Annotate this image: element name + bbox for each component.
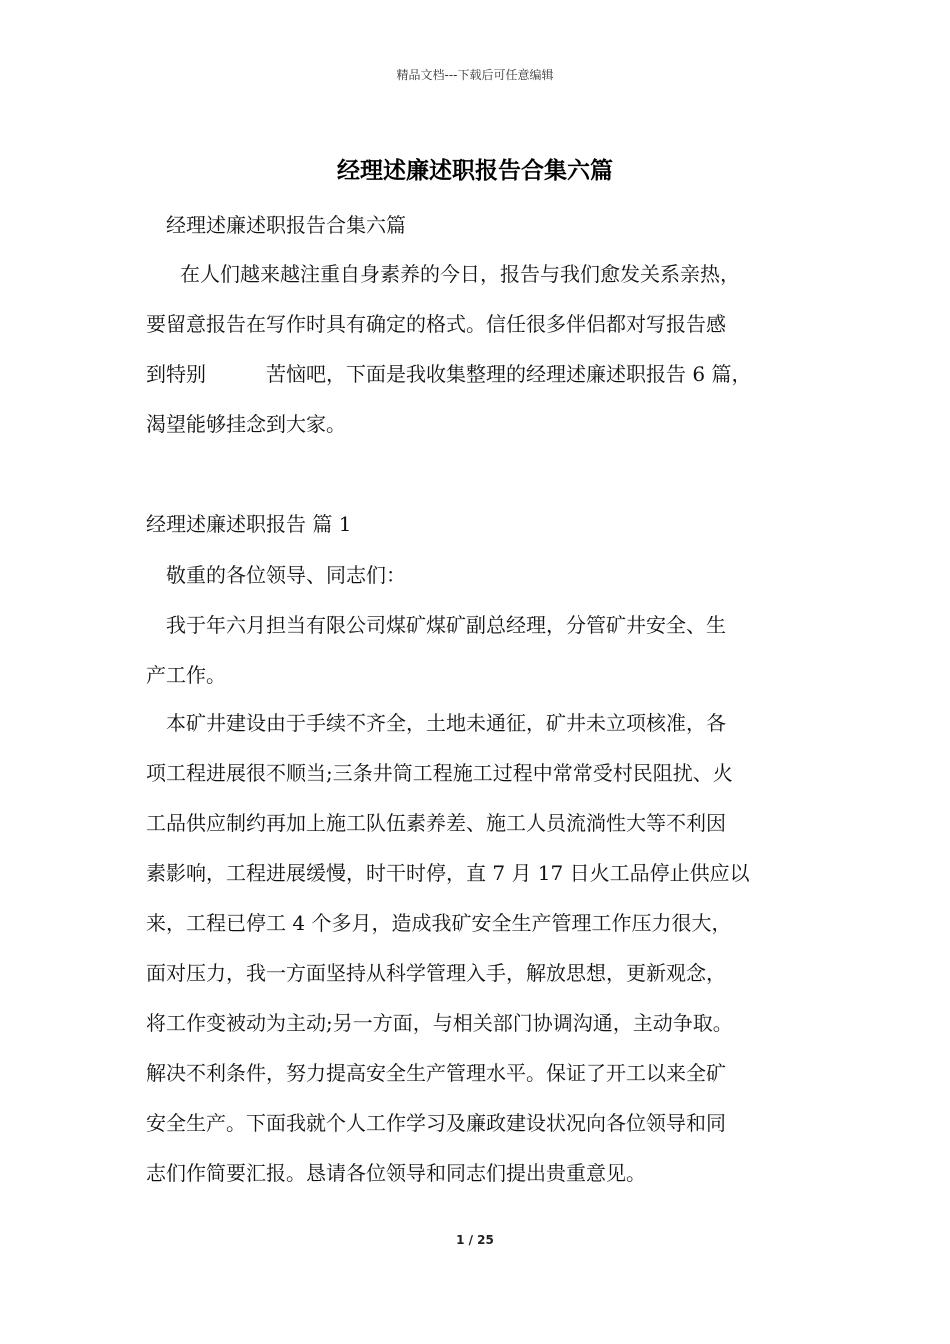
paragraph-line: 将工作变被动为主动;另一方面，与相关部门协调沟通，主动争取。 xyxy=(146,1011,733,1035)
paragraph-line: 素影响，工程进展缓慢，时干时停，直 7 月 17 日火工品停止供应以 xyxy=(146,861,750,885)
paragraph-line: 安全生产。下面我就个人工作学习及廉政建设状况向各位领导和同 xyxy=(146,1111,726,1135)
paragraph-line: 要留意报告在写作时具有确定的格式。信任很多伴侣都对写报告感 xyxy=(146,312,726,336)
paragraph-line: 解决不利条件，努力提高安全生产管理水平。保证了开工以来全矿 xyxy=(146,1061,726,1085)
page-header-note: 精品文档---下载后可任意编辑 xyxy=(396,68,554,82)
paragraph-line: 我于年六月担当有限公司煤矿煤矿副总经理，分管矿井安全、生 xyxy=(166,613,726,637)
paragraph-line: 来，工程已停工 4 个多月，造成我矿安全生产管理工作压力很大， xyxy=(146,911,732,935)
document-title: 经理述廉述职报告合集六篇 xyxy=(337,158,613,184)
subtitle-line: 经理述廉述职报告合集六篇 xyxy=(166,213,406,237)
paragraph-line: 工品供应制约再加上施工队伍素养差、施工人员流淌性大等不利因 xyxy=(146,811,726,835)
paragraph-line: 项工程进展很不顺当;三条井筒工程施工过程中常常受村民阻扰、火 xyxy=(146,761,733,785)
paragraph-line: 到特别 苦恼吧，下面是我收集整理的经理述廉述职报告 6 篇， xyxy=(146,362,752,386)
paragraph-line: 在人们越来越注重自身素养的今日，报告与我们愈发关系亲热， xyxy=(180,262,740,286)
section-heading: 经理述廉述职报告 篇 1 xyxy=(146,512,352,536)
paragraph-line: 面对压力，我一方面坚持从科学管理入手，解放思想，更新观念， xyxy=(146,961,726,985)
paragraph-line: 志们作简要汇报。恳请各位领导和同志们提出贵重意见。 xyxy=(146,1161,646,1185)
salutation-line: 敬重的各位领导、同志们： xyxy=(166,563,406,587)
paragraph-line: 渴望能够挂念到大家。 xyxy=(146,412,346,436)
paragraph-line: 产工作。 xyxy=(146,663,226,687)
paragraph-line: 本矿井建设由于手续不齐全，土地未通征，矿井未立项核准，各 xyxy=(166,711,726,735)
page-number: 1 / 25 xyxy=(456,1233,494,1247)
